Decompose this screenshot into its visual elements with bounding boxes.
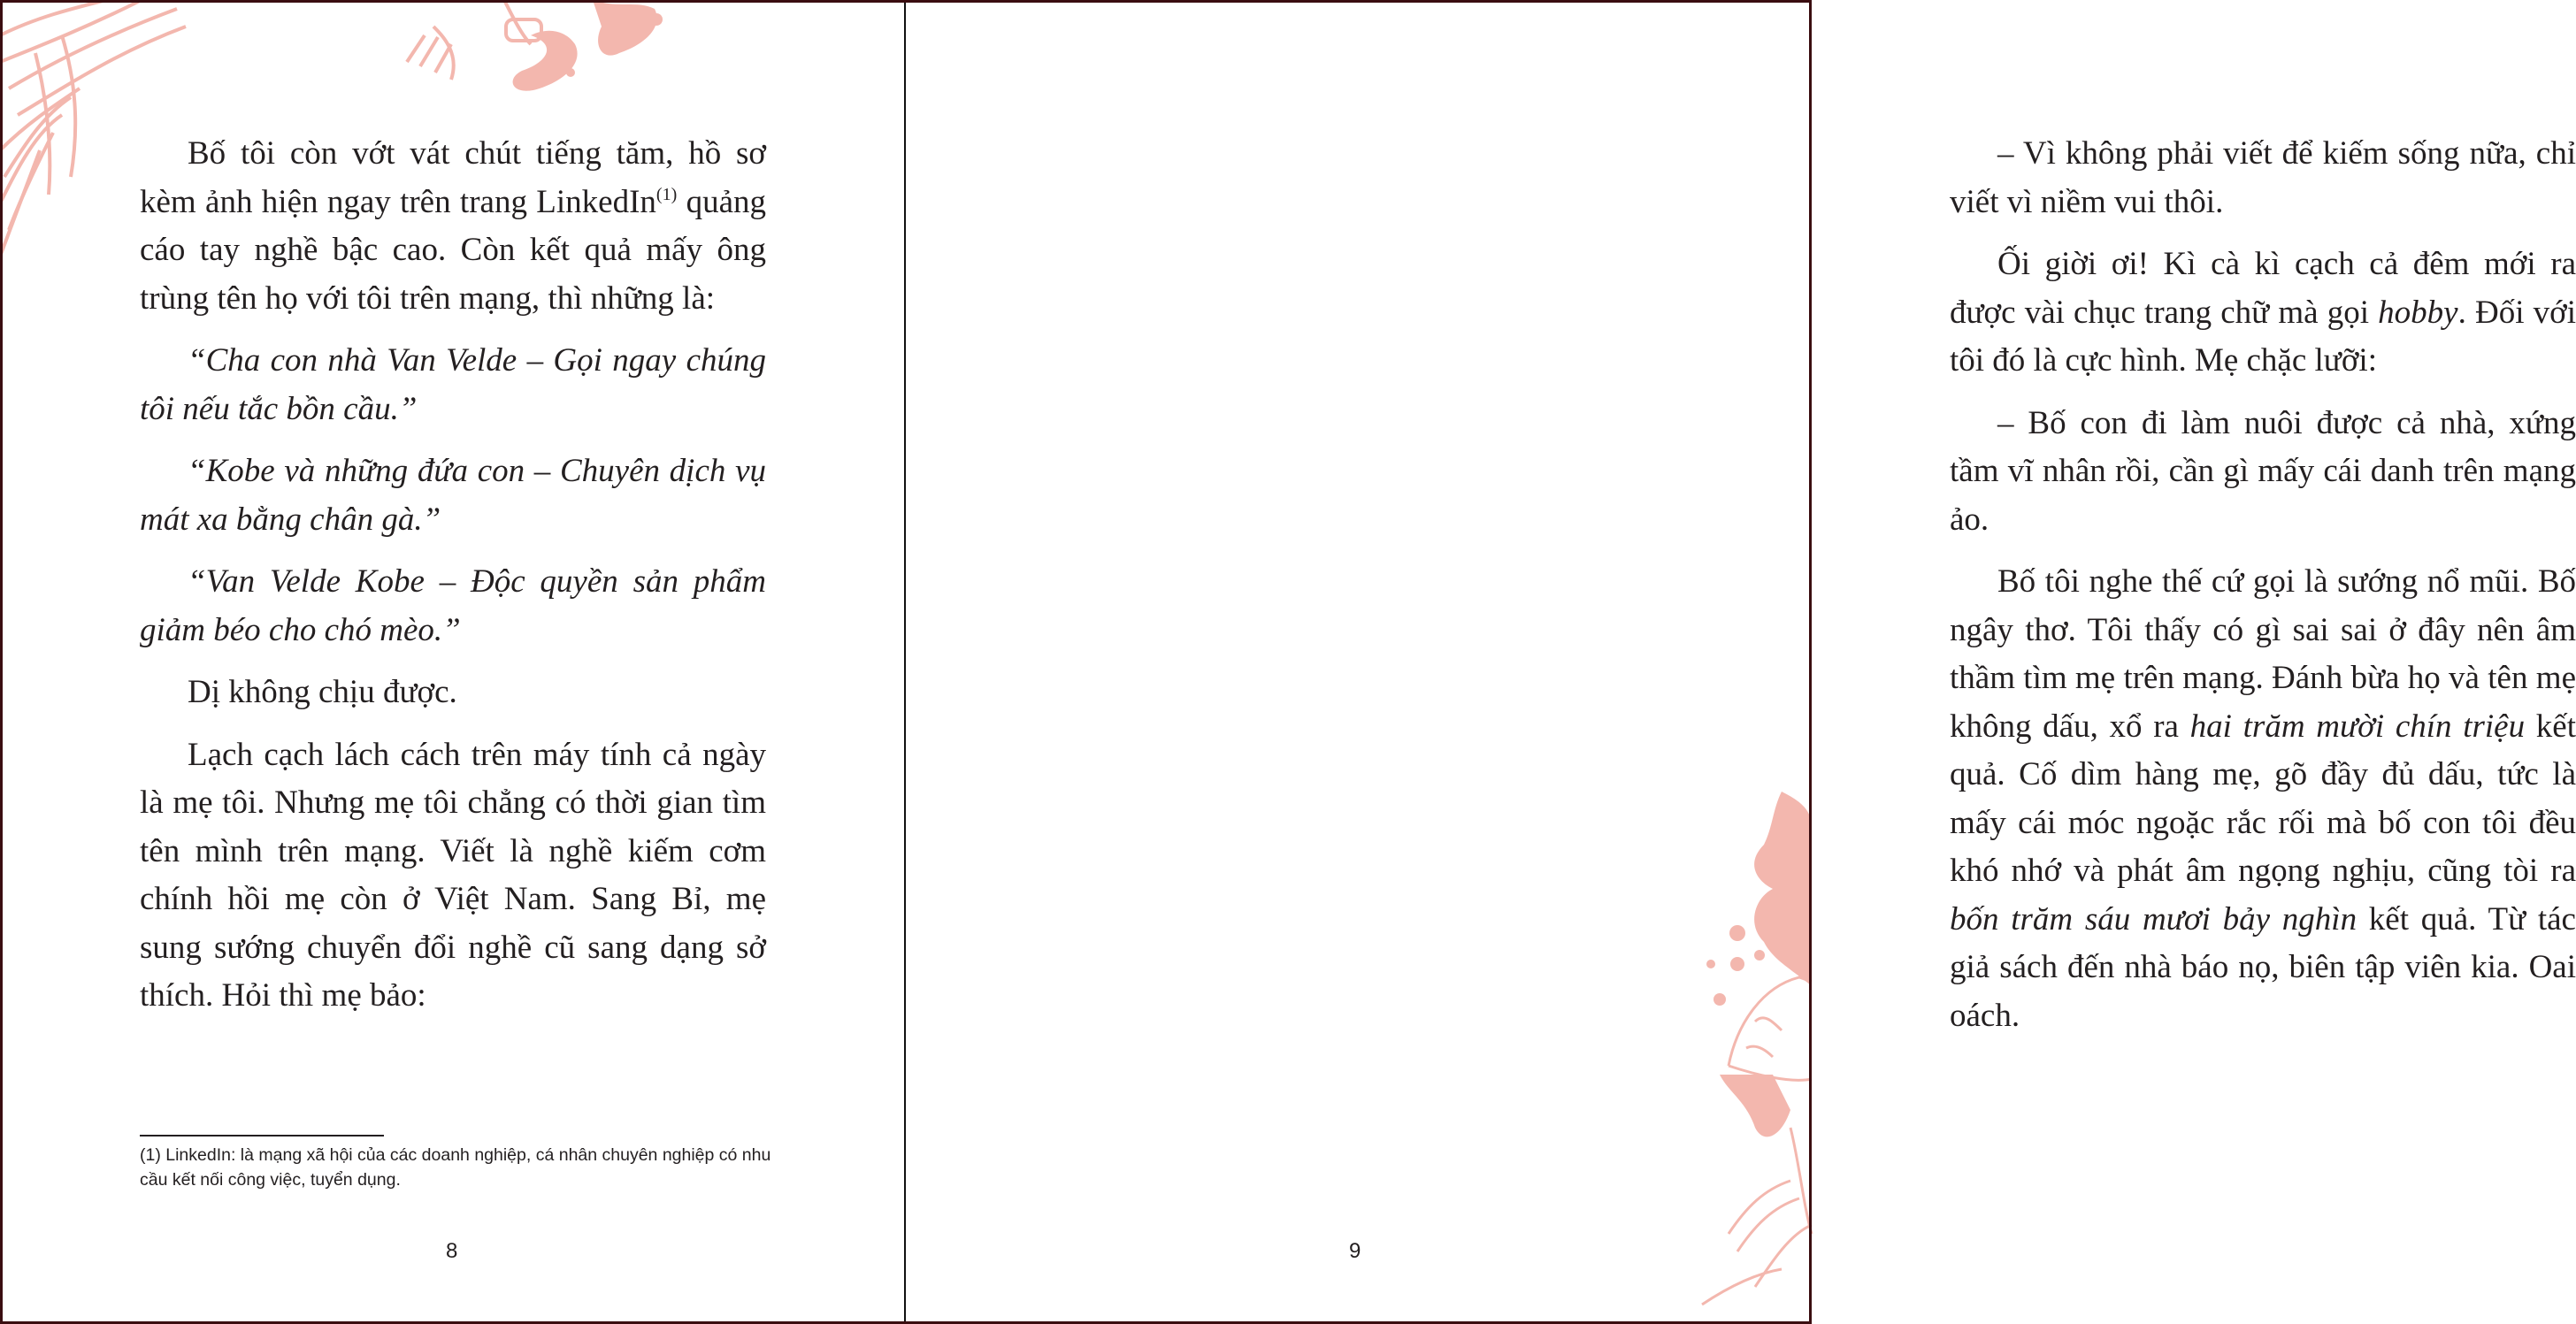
paragraph <box>1950 558 2576 1040</box>
paragraph-text: kết quả. Cố dìm hàng mẹ, gõ đầy đủ dấu, tức là mấy cái móc ngoặc rắc rối mà bố con tôi đều khó nhớ và phát âm ngọng nghịu, cũng tòi ra <box>1950 708 2576 889</box>
paragraph-text: quảng cáo tay nghề bậc cao. Còn kết quả mấy ông trùng tên họ với tôi trên mạng, thì những là: <box>140 183 766 317</box>
paragraph-text: . Đối với tôi đó là cực hình. Mẹ chặc lưỡi: <box>1950 294 2576 379</box>
footnote-divider <box>140 1135 384 1136</box>
quote-paragraph: “Cha con nhà Van Velde – Gọi ngay chúng tôi nếu tắc bồn cầu.” <box>140 342 766 427</box>
right-page <box>906 0 2576 1324</box>
left-page-body <box>140 130 766 1035</box>
paragraph-text: kết quả. Từ tác giả sách đến nhà báo nọ, biên tập viên kia. Oai oách. <box>1950 900 2576 1034</box>
quote-paragraph: “Kobe và những đứa con – Chuyên dịch vụ mát xa bằng chân gà.” <box>140 453 766 538</box>
page-number: 8 <box>446 1239 458 1263</box>
paragraph-text: Bố tôi nghe thế cứ gọi là sướng nổ mũi. Bố ngây thơ. Tôi thấy có gì sai sai ở đây nên âm thầm tìm mẹ trên mạng. Đánh bừa họ và tên mẹ không dấu, xổ ra <box>1950 563 2576 745</box>
italic-word: hobby <box>2378 294 2458 331</box>
paragraph: Lạch cạch lách cách trên máy tính cả ngày là mẹ tôi. Nhưng mẹ tôi chẳng có thời gian tìm tên mình trên mạng. Viết là nghề kiếm cơm chính hồi mẹ còn ở Việt Nam. Sang Bỉ, mẹ sung sướng chuyển đổi nghề cũ sang dạng sở thích. Hỏi thì mẹ bảo: <box>140 736 766 1014</box>
paragraph: – Vì không phải viết để kiếm sống nữa, chỉ viết vì niềm vui thôi. <box>1950 135 2576 220</box>
quote-paragraph: “Van Velde Kobe – Độc quyền sản phẩm giảm béo cho chó mèo.” <box>140 563 766 648</box>
left-page <box>0 0 904 1324</box>
paragraph <box>140 130 766 323</box>
italic-phrase: hai trăm mười chín triệu <box>2189 708 2526 745</box>
pizza-noodle-illustration-icon <box>1702 792 1812 1322</box>
italic-phrase: bốn trăm sáu mươi bảy nghìn <box>1950 900 2358 938</box>
paragraph <box>1950 241 2576 386</box>
book-spine <box>904 0 906 1324</box>
right-page-body <box>1950 130 2576 1054</box>
fork-sauce-illustration-icon <box>354 0 672 115</box>
footnote-ref[interactable]: (1) <box>656 184 678 204</box>
paragraph: Dị không chịu được. <box>188 674 457 710</box>
paragraph: – Bố con đi làm nuôi được cả nhà, xứng tầm vĩ nhân rồi, cần gì mấy cái danh trên mạng ảo. <box>1950 404 2576 538</box>
paragraph-text: Ối giời ơi! Kì cà kì cạch cả đêm mới ra được vài chục trang chữ mà gọi <box>1950 246 2576 331</box>
page-number: 9 <box>1349 1239 1361 1263</box>
paragraph-text: Bố tôi còn vớt vát chút tiếng tăm, hồ sơ kèm ảnh hiện ngay trên trang LinkedIn <box>140 135 766 220</box>
footnote: (1) LinkedIn: là mạng xã hội của các doanh nghiệp, cá nhân chuyên nghiệp có nhu cầu kết nối công việc, tuyển dụng. <box>140 1145 771 1190</box>
